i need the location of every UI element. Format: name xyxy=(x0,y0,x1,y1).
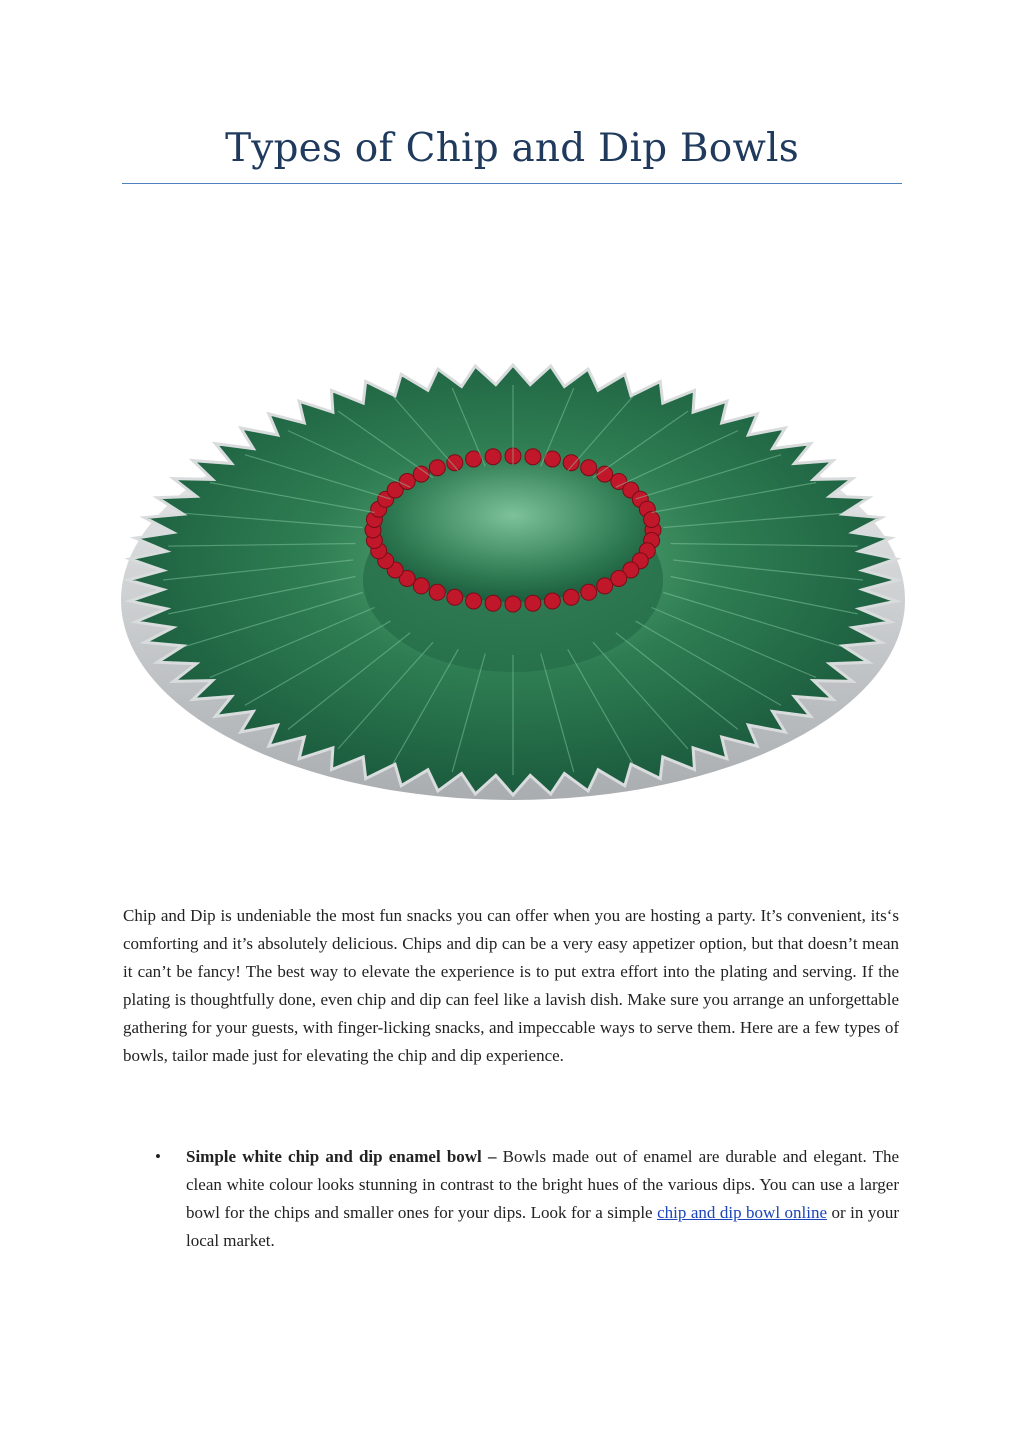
chip-and-dip-bowl-photo xyxy=(118,318,908,808)
red-bead xyxy=(563,455,579,471)
red-bead xyxy=(399,474,415,490)
red-bead xyxy=(413,578,429,594)
red-bead xyxy=(581,584,597,600)
list-item xyxy=(123,1143,899,1255)
intro-paragraph: Chip and Dip is undeniable the most fun snacks you can offer when you are hosting a party. It’s convenient, its‘s comforting and it’s absolutely delicious. Chips and dip can be a very easy appetizer option, but that doesn’t mean it can’t be fancy! The best way to elevate the experience is to put extra effort into the plating and serving. If the plating is thoughtfully done, even chip and dip can feel like a lavish dish. Make sure you arrange an unforgettable gathering for your guests, with finger-licking snacks, and impeccable ways to serve them. Here are a few types of bowls, tailor made just for elevating the chip and dip experience. xyxy=(123,906,899,1065)
red-bead xyxy=(563,589,579,605)
red-bead xyxy=(447,455,463,471)
red-bead xyxy=(429,460,445,476)
title-underline xyxy=(122,183,902,184)
red-bead xyxy=(466,593,482,609)
red-bead xyxy=(597,578,613,594)
chip-and-dip-bowl-online-link[interactable]: chip and dip bowl online xyxy=(657,1203,828,1222)
red-bead xyxy=(544,593,560,609)
red-bead xyxy=(611,571,627,587)
red-bead xyxy=(485,449,501,465)
red-bead xyxy=(644,512,660,528)
red-bead xyxy=(505,596,521,612)
list-item-text: Bowls made out of enamel are durable and elegant. The clean white colour looks stunning in contrast to the bright hues of the various dips. You can use a larger bowl for the chips and smaller ones for your dips. Look for a simple xyxy=(186,1147,900,1222)
bullet-icon: • xyxy=(155,1147,161,1166)
page-title: Types of Chip and Dip Bowls xyxy=(225,126,799,171)
list-item-text-end: or in your local market. xyxy=(186,1203,900,1250)
red-bead xyxy=(525,449,541,465)
red-bead xyxy=(485,595,501,611)
red-bead xyxy=(429,584,445,600)
bowl-types-list xyxy=(123,1143,899,1255)
red-bead xyxy=(447,589,463,605)
list-item-title: Simple white chip and dip enamel bowl – xyxy=(186,1147,497,1166)
red-bead xyxy=(525,595,541,611)
red-bead xyxy=(581,460,597,476)
